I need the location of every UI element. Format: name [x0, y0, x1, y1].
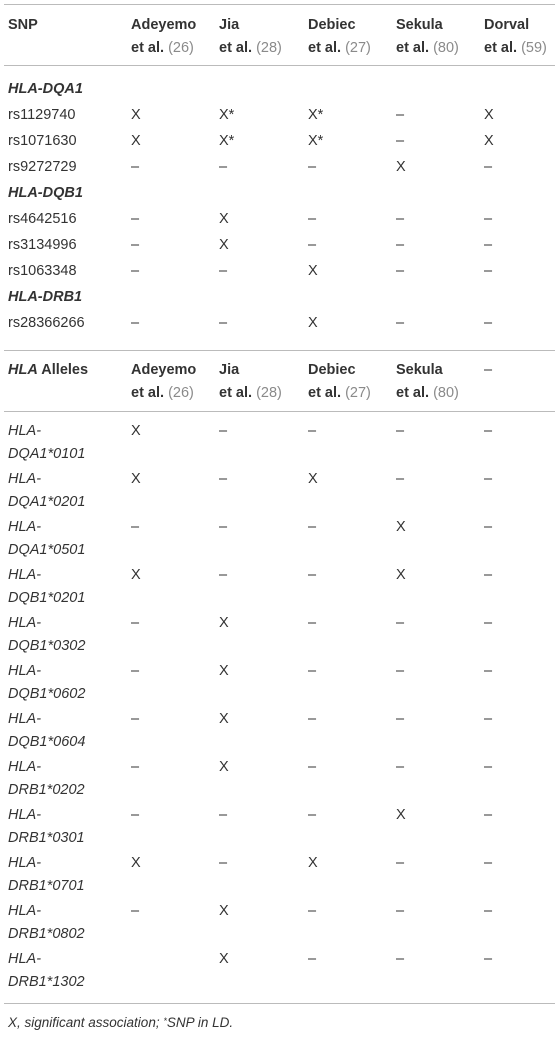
table-cell: – — [484, 471, 493, 487]
header-study: Jia et al. (28) — [219, 362, 282, 401]
table-cell: – — [308, 663, 317, 679]
table-cell: – — [396, 951, 405, 967]
header-study: Debiec et al. (27) — [308, 17, 371, 56]
allele-name: HLA- DRB1*0802 — [8, 903, 85, 942]
table-cell: X — [396, 807, 406, 823]
table-cell: – — [396, 615, 405, 631]
header-study: Adeyemo et al. (26) — [131, 362, 197, 401]
table-cell: X — [219, 663, 229, 679]
header-snp: SNP — [8, 17, 38, 33]
table-cell: – — [308, 951, 317, 967]
table-cell: – — [484, 711, 493, 727]
table-cell: X — [396, 519, 406, 535]
table-cell: – — [219, 567, 228, 583]
table-cell: – — [484, 855, 493, 871]
allele-name: HLA- DRB1*0301 — [8, 807, 85, 846]
table-cell: – — [484, 423, 493, 439]
table-cell: – — [219, 519, 228, 535]
table-cell: – — [131, 615, 140, 631]
table-cell: – — [396, 663, 405, 679]
allele-name: HLA- DRB1*0202 — [8, 759, 85, 798]
table-cell: – — [131, 663, 140, 679]
table-cell: – — [484, 519, 493, 535]
allele-name: HLA- DQA1*0201 — [8, 471, 86, 510]
table-cell: – — [308, 807, 317, 823]
table-cell: X — [219, 759, 229, 775]
table-cell: – — [396, 711, 405, 727]
table-cell: – — [484, 567, 493, 583]
table-cell: X — [219, 951, 229, 967]
table-cell: X — [308, 855, 318, 871]
allele-name: HLA- DQB1*0604 — [8, 711, 86, 750]
table-cell: – — [396, 759, 405, 775]
allele-name: HLA- DQB1*0602 — [8, 663, 86, 702]
table-cell: X — [219, 615, 229, 631]
table-cell: – — [396, 903, 405, 919]
header-study: Sekula et al. (80) — [396, 362, 459, 401]
allele-name: HLA- DRB1*1302 — [8, 951, 85, 990]
header-study: Dorval et al. (59) — [484, 17, 547, 56]
table-cell: – — [219, 855, 228, 871]
table-cell: – — [396, 423, 405, 439]
table-cell: – — [396, 471, 405, 487]
header-study: Debiec et al. (27) — [308, 362, 371, 401]
table-cell: – — [131, 711, 140, 727]
table-cell: – — [308, 903, 317, 919]
header-rule — [4, 65, 555, 66]
allele-name: HLA- DQB1*0302 — [8, 615, 86, 654]
table-cell: – — [131, 903, 140, 919]
table-cell: – — [219, 471, 228, 487]
table-cell: – — [484, 903, 493, 919]
table-cell: – — [308, 711, 317, 727]
table-cell: X — [131, 423, 141, 439]
table-cell: – — [131, 759, 140, 775]
header-study: Adeyemo et al. (26) — [131, 17, 197, 56]
allele-name: HLA- DRB1*0701 — [8, 855, 85, 894]
table-cell: X — [131, 471, 141, 487]
table-cell: – — [308, 615, 317, 631]
table-top-rule — [4, 4, 555, 5]
header-alleles: HLA Alleles — [8, 362, 89, 378]
table-cell: – — [484, 807, 493, 823]
table-cell: – — [308, 759, 317, 775]
section-rule — [4, 350, 555, 351]
table-cell: X — [131, 855, 141, 871]
table-cell: X — [219, 711, 229, 727]
table-cell: – — [131, 519, 140, 535]
allele-header-rule — [4, 411, 555, 412]
allele-name: HLA- DQA1*0101 — [8, 423, 86, 462]
table-cell: – — [484, 759, 493, 775]
table-cell: – — [484, 663, 493, 679]
table-cell: – — [308, 423, 317, 439]
header-study: Sekula et al. (80) — [396, 17, 459, 56]
table-bottom-rule — [4, 1003, 555, 1004]
header-study: Jia et al. (28) — [219, 17, 282, 56]
table-cell: X — [396, 567, 406, 583]
table-cell: – — [219, 807, 228, 823]
table-cell: – — [308, 519, 317, 535]
table-cell: X — [308, 471, 318, 487]
header-empty: – — [484, 362, 493, 378]
table-cell: X — [219, 903, 229, 919]
table-cell: – — [484, 951, 493, 967]
table-cell: – — [308, 567, 317, 583]
allele-name: HLA- DQB1*0201 — [8, 567, 86, 606]
table-cell: – — [219, 423, 228, 439]
allele-name: HLA- DQA1*0501 — [8, 519, 86, 558]
table-cell: – — [484, 615, 493, 631]
table-cell: X — [131, 567, 141, 583]
table-cell: – — [131, 807, 140, 823]
table-cell: – — [396, 855, 405, 871]
table-footnote: X, significant association; *SNP in LD. — [8, 1015, 234, 1030]
